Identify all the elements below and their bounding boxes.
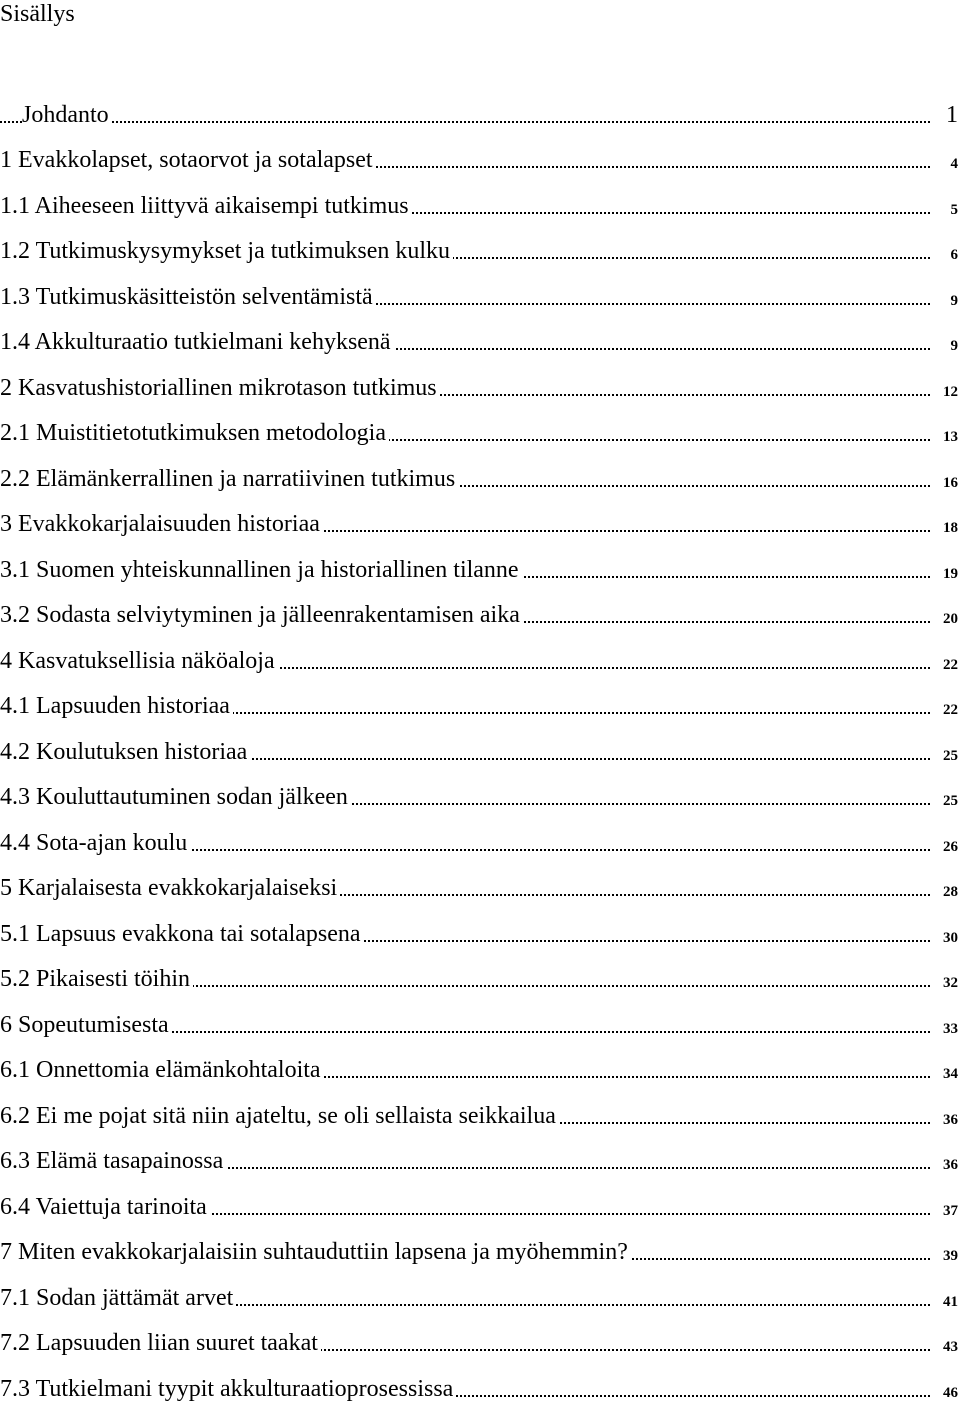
toc-entry-label[interactable]: 2.1 Muistitietotutkimuksen metodologia — [0, 419, 389, 447]
toc-entry-page: 9 — [950, 292, 958, 309]
toc-entry-page: 1 — [946, 101, 958, 128]
toc-entry-page: 37 — [943, 1202, 958, 1219]
toc-entry[interactable] — [0, 863, 960, 909]
toc-entry[interactable] — [0, 1318, 960, 1364]
toc-entry[interactable] — [0, 226, 960, 272]
toc-entry[interactable] — [0, 954, 960, 1000]
toc-entry-page: 30 — [943, 929, 958, 946]
toc-entry[interactable] — [0, 544, 960, 590]
toc-entry-page: 33 — [943, 1020, 958, 1037]
toc-entry-page: 4 — [950, 156, 958, 172]
toc-entry-page: 13 — [943, 429, 958, 445]
toc-entry-page: 16 — [943, 474, 958, 491]
toc-entry[interactable] — [0, 681, 960, 727]
toc-entry-label[interactable]: 6.3 Elämä tasapainossa — [0, 1147, 226, 1175]
toc-entry-label[interactable]: 7 Miten evakkokarjalaisiin suhtauduttiin lapsena ja myöhemmin? — [0, 1238, 631, 1266]
toc-entry-page: 46 — [943, 1384, 958, 1401]
toc-entry[interactable] — [0, 499, 960, 545]
toc-entry-label[interactable]: 7.1 Sodan jättämät arvet — [0, 1284, 236, 1312]
toc-entry-label[interactable]: 4.1 Lapsuuden historiaa — [0, 692, 233, 720]
toc-entry-label[interactable]: 6 Sopeutumisesta — [0, 1011, 172, 1039]
toc-entry[interactable] — [0, 1363, 960, 1409]
toc-entry-page: 25 — [943, 747, 958, 764]
page-title: Sisällys — [0, 1, 75, 27]
toc-entry-page: 22 — [943, 656, 958, 673]
toc-entry[interactable] — [0, 1045, 960, 1091]
toc-entry[interactable] — [0, 999, 960, 1045]
toc-entry[interactable] — [0, 1090, 960, 1136]
toc-entry[interactable] — [0, 635, 960, 681]
toc-entry[interactable] — [0, 408, 960, 454]
dot-leader — [0, 121, 930, 123]
toc-entry-page: 25 — [943, 793, 958, 809]
toc-entry[interactable] — [0, 1272, 960, 1318]
toc-entry-label[interactable]: 4.3 Kouluttautuminen sodan jälkeen — [0, 783, 351, 811]
toc-entry-page: 43 — [943, 1339, 958, 1355]
toc-entry-label[interactable]: 4 Kasvatuksellisia näköaloja — [0, 647, 278, 675]
toc-entry-page: 6 — [950, 247, 958, 263]
toc-entry[interactable] — [0, 1136, 960, 1182]
toc-entry-label[interactable]: Johdanto — [22, 101, 112, 129]
toc-entry[interactable] — [0, 271, 960, 317]
toc-entry-label[interactable]: 7.3 Tutkielmani tyypit akkulturaatioprosessissa — [0, 1375, 456, 1403]
toc-entry-label[interactable]: 6.4 Vaiettuja tarinoita — [0, 1193, 210, 1221]
toc-entry-page: 39 — [943, 1248, 958, 1264]
toc-entry[interactable] — [0, 180, 960, 226]
toc-entry-page: 20 — [943, 611, 958, 627]
toc-entry-label[interactable]: 1.3 Tutkimuskäsitteistön selventämistä — [0, 283, 376, 311]
toc-entry-page: 36 — [943, 1111, 958, 1128]
toc-entry-label[interactable]: 1.2 Tutkimuskysymykset ja tutkimuksen kulku — [0, 237, 453, 265]
toc-entry[interactable] — [0, 908, 960, 954]
toc-entry-label[interactable]: 5.2 Pikaisesti töihin — [0, 965, 193, 993]
toc-entry-label[interactable]: 6.2 Ei me pojat sitä niin ajateltu, se oli sellaista seikkailua — [0, 1102, 559, 1130]
toc-entry[interactable] — [0, 726, 960, 772]
toc-entry-page: 36 — [943, 1157, 958, 1173]
toc-entry[interactable] — [0, 1227, 960, 1273]
toc-entry-page: 41 — [943, 1293, 958, 1310]
toc-entry[interactable] — [0, 362, 960, 408]
toc-entry-label[interactable]: 5 Karjalaisesta evakkokarjalaiseksi — [0, 874, 340, 902]
toc-entry-page: 32 — [943, 975, 958, 991]
toc-entry-label[interactable]: 2 Kasvatushistoriallinen mikrotason tutkimus — [0, 374, 440, 402]
toc-entry-page: 9 — [950, 338, 958, 354]
toc-entry-page: 5 — [950, 201, 958, 218]
toc-entry-label[interactable]: 5.1 Lapsuus evakkona tai sotalapsena — [0, 920, 364, 948]
toc-entry-label[interactable]: 1.1 Aiheeseen liittyvä aikaisempi tutkimus — [0, 192, 412, 220]
toc-entry-page: 26 — [943, 838, 958, 855]
toc-entry-page: 22 — [943, 702, 958, 718]
toc-entry[interactable] — [0, 317, 960, 363]
toc-entry[interactable] — [0, 817, 960, 863]
toc-entry-page: 19 — [943, 565, 958, 582]
toc-entry-page: 18 — [943, 520, 958, 536]
toc-entry-page: 28 — [943, 884, 958, 900]
toc-entry[interactable] — [0, 453, 960, 499]
toc-entry-page: 12 — [943, 383, 958, 400]
toc-entry[interactable] — [0, 135, 960, 181]
toc-entry-label[interactable]: 3.1 Suomen yhteiskunnallinen ja historiallinen tilanne — [0, 556, 522, 584]
table-of-contents — [0, 89, 960, 1409]
toc-entry-page: 34 — [943, 1066, 958, 1082]
toc-entry-label[interactable]: 4.4 Sota-ajan koulu — [0, 829, 190, 857]
toc-entry-label[interactable]: 3 Evakkokarjalaisuuden historiaa — [0, 510, 323, 538]
toc-entry-label[interactable]: 4.2 Koulutuksen historiaa — [0, 738, 250, 766]
toc-entry[interactable] — [0, 590, 960, 636]
toc-entry-label[interactable]: 1 Evakkolapset, sotaorvot ja sotalapset — [0, 146, 376, 174]
toc-entry[interactable] — [0, 1181, 960, 1227]
toc-entry[interactable] — [0, 89, 960, 135]
toc-entry-label[interactable]: 2.2 Elämänkerrallinen ja narratiivinen tutkimus — [0, 465, 458, 493]
toc-entry-label[interactable]: 3.2 Sodasta selviytyminen ja jälleenrakentamisen aika — [0, 601, 523, 629]
toc-entry-label[interactable]: 1.4 Akkulturaatio tutkielmani kehyksenä — [0, 328, 394, 356]
toc-entry[interactable] — [0, 772, 960, 818]
toc-entry-label[interactable]: 6.1 Onnettomia elämänkohtaloita — [0, 1056, 324, 1084]
toc-entry-label[interactable]: 7.2 Lapsuuden liian suuret taakat — [0, 1329, 321, 1357]
